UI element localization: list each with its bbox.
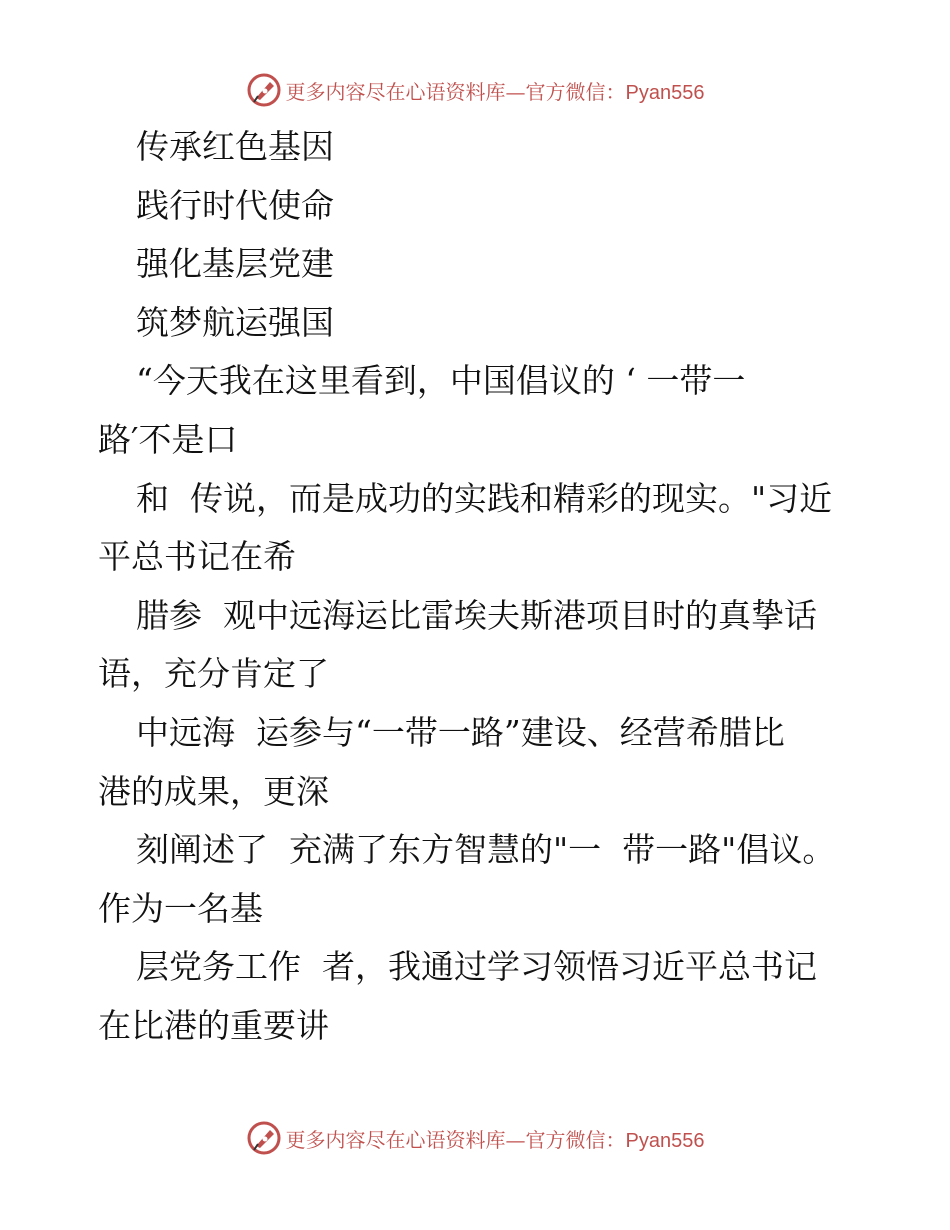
pen-nib-logo-icon	[246, 1120, 282, 1156]
body-line: 和 传说，而是成功的实践和精彩的现实。"习近	[136, 478, 833, 518]
pen-nib-logo-icon	[246, 72, 282, 108]
body-line: 践行时代使命	[136, 185, 334, 225]
footer-banner	[0, 1118, 950, 1158]
wechat-id: Pyan556	[625, 81, 705, 104]
body-line: “今天我在这里看到，中国倡议的 ‘ 一带一	[136, 361, 746, 401]
body-line: 在比港的重要讲	[98, 1005, 329, 1045]
body-line: 传承红色基因	[136, 127, 334, 166]
banner-text: 更多内容尽在心语资料库—官方微信：Pyan556	[285, 1127, 705, 1152]
body-line: 港的成果，更深	[98, 771, 329, 811]
header-banner	[0, 70, 950, 110]
body-line: 路′不是口	[98, 419, 238, 459]
document-body	[98, 118, 858, 1056]
body-line: 语，充分肯定了	[98, 654, 329, 694]
wechat-id: Pyan556	[625, 1129, 705, 1152]
banner-text: 更多内容尽在心语资料库—官方微信：Pyan556	[285, 79, 705, 104]
body-line: 刻阐述了 充满了东方智慧的"一 带一路"倡议。	[136, 830, 836, 870]
body-line: 腊参 观中远海运比雷埃夫斯港项目时的真挚话	[136, 595, 817, 635]
body-line: 层党务工作 者，我通过学习领悟习近平总书记	[136, 947, 817, 987]
body-line: 筑梦航运强国	[136, 302, 334, 342]
body-line: 平总书记在希	[98, 537, 296, 577]
body-line: 作为一名基	[98, 888, 263, 928]
body-line: 中远海 运参与“一带一路”建设、经营希腊比	[136, 712, 785, 752]
body-line: 强化基层党建	[136, 244, 334, 284]
